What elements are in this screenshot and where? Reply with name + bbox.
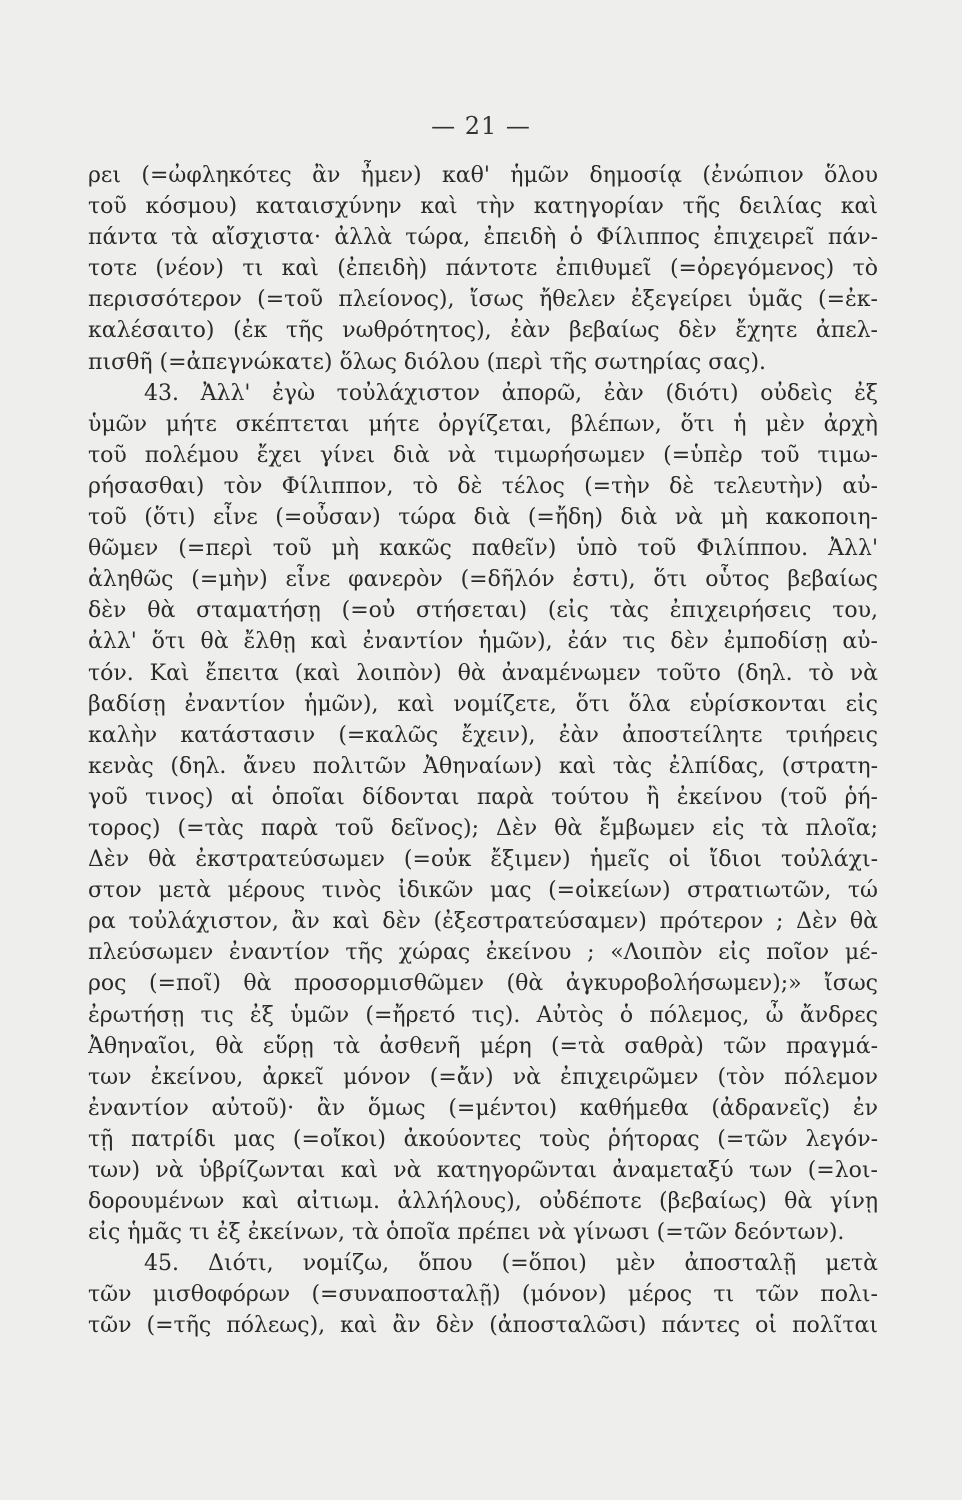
text-line: τορος) (=τὰς παρὰ τοῦ δεῖνος); Δὲν θὰ ἔμβωμεν εἰς τὰ πλοῖα; [88, 815, 878, 841]
text-line: Δὲν θὰ ἐκστρατεύσωμεν (=οὐκ ἔξιμεν) ἡμεῖς οἱ ἴδιοι τοὐλάχι- [88, 847, 878, 873]
text-line: Ἀθηναῖοι, θὰ εὕρῃ τὰ ἀσθενῆ μέρη (=τὰ σαθρὰ) τῶν πραγμά- [88, 1033, 878, 1059]
text-line: περισσότερον (=τοῦ πλείονος), ἴσως ἤθελεν ἐξεγείρει ὑμᾶς (=ἐκ- [88, 287, 878, 313]
text-line: κενὰς (δηλ. ἄνευ πολιτῶν Ἀθηναίων) καὶ τὰς ἐλπίδας, (στρατη- [88, 753, 878, 779]
text-line: δὲν θὰ σταματήσῃ (=οὐ στήσεται) (εἰς τὰς ἐπιχειρήσεις του, [88, 598, 878, 624]
text-line: καλέσαιτο) (ἐκ τῆς νωθρότητος), ἐὰν βεβαίως δὲν ἔχητε ἀπελ- [88, 318, 878, 344]
text-line: εἰς ἡμᾶς τι ἐξ ἐκείνων, τὰ ὁποῖα πρέπει νὰ γίνωσι (=τῶν δεόντων). [88, 1220, 845, 1246]
text-line: τόν. Καὶ ἔπειτα (καὶ λοιπὸν) θὰ ἀναμένωμεν τοῦτο (δηλ. τὸ νὰ [88, 660, 878, 686]
text-line: τῇ πατρίδι μας (=οἴκοι) ἀκούοντες τοὺς ῥήτορας (=τῶν λεγόν- [88, 1126, 878, 1152]
text-line: πλεύσωμεν ἐναντίον τῆς χώρας ἐκείνου ; «Λοιπὸν εἰς ποῖον μέ- [88, 940, 878, 966]
text-line: ρος (=ποῖ) θὰ προσορμισθῶμεν (θὰ ἀγκυροβολήσωμεν);» ἴσως [88, 971, 878, 997]
text-line: ρήσασθαι) τὸν Φίλιππον, τὸ δὲ τέλος (=τὴν δὲ τελευτὴν) αὐ- [88, 473, 878, 499]
text-line: τοῦ πολέμου ἔχει γίνει διὰ νὰ τιμωρήσωμεν (=ὑπὲρ τοῦ τιμω- [88, 442, 878, 468]
text-line: ἐναντίον αὐτοῦ)· ἂν ὅμως (=μέντοι) καθήμεθα (ἀδρανεῖς) ἐν [88, 1095, 878, 1121]
text-line: ρει (=ὠφληκότες ἂν ἦμεν) καθ' ἡμῶν δημοσίᾳ (ἐνώπιον ὅλου [88, 163, 878, 188]
section-start-line: 45. Διότι, νομίζω, ὅπου (=ὅποι) μὲν ἀποσταλῇ μετὰ [144, 1251, 878, 1277]
text-line: γοῦ τινος) αἱ ὁποῖαι δίδονται παρὰ τούτου ἢ ἐκείνου (τοῦ ῥή- [88, 784, 878, 810]
text-line: βαδίσῃ ἐναντίον ἡμῶν), καὶ νομίζετε, ὅτι ὅλα εὑρίσκονται εἰς [88, 691, 878, 717]
text-line: θῶμεν (=περὶ τοῦ μὴ κακῶς παθεῖν) ὑπὸ τοῦ Φιλίππου. Ἀλλ' [88, 536, 878, 562]
text-line: τοτε (νέον) τι καὶ (ἐπειδὴ) πάντοτε ἐπιθυμεῖ (=ὀρεγόμενος) τὸ [88, 256, 878, 282]
text-line: τοῦ (ὅτι) εἶνε (=οὖσαν) τώρα διὰ (=ἤδη) διὰ νὰ μὴ κακοποιη- [88, 505, 878, 531]
text-line: ὑμῶν μήτε σκέπτεται μήτε ὀργίζεται, βλέπων, ὅτι ἡ μὲν ἀρχὴ [88, 411, 878, 437]
text-line: πισθῆ (=ἀπεγνώκατε) ὅλως διόλου (περὶ τῆς σωτηρίας σας). [88, 349, 767, 375]
section-start-line: 43. Ἀλλ' ἐγὼ τοὐλάχιστον ἀπορῶ, ἐὰν (διότι) οὐδεὶς ἐξ [144, 380, 878, 406]
text-line: στον μετὰ μέρους τινὸς ἰδικῶν μας (=οἰκείων) στρατιωτῶν, τώ [88, 878, 878, 904]
text-line: ἀλλ' ὅτι θὰ ἔλθῃ καὶ ἐναντίον ἡμῶν), ἐάν τις δὲν ἐμποδίσῃ αὐ- [88, 629, 878, 655]
text-line: ρα τοὐλάχιστον, ἂν καὶ δὲν (ἐξεστρατεύσαμεν) πρότερον ; Δὲν θὰ [88, 909, 878, 935]
text-line: ἐρωτήσῃ τις ἐξ ὑμῶν (=ἤρετό τις). Αὐτὸς ὁ πόλεμος, ὦ ἄνδρες [88, 1002, 878, 1028]
text-line: δορουμένων καὶ αἰτιωμ. ἀλλήλους), οὐδέποτε (βεβαίως) θὰ γίνῃ [88, 1189, 878, 1215]
text-line: τοῦ κόσμου) καταισχύνην καὶ τὴν κατηγορίαν τῆς δειλίας καὶ [88, 194, 878, 220]
text-line: τῶν μισθοφόρων (=συναποσταλῇ) (μόνον) μέρος τι τῶν πολι- [88, 1282, 878, 1308]
text-line: καλὴν κατάστασιν (=καλῶς ἔχειν), ἐὰν ἀποστείλητε τριήρεις [88, 722, 878, 748]
text-line: των ἐκείνου, ἀρκεῖ μόνον (=ἄν) νὰ ἐπιχειρῶμεν (τὸν πόλεμον [88, 1064, 878, 1090]
text-line: ἀληθῶς (=μὴν) εἶνε φανερὸν (=δῆλόν ἐστι), ὅτι οὗτος βεβαίως [88, 567, 878, 593]
page-number: — 21 — [431, 112, 531, 140]
text-line: τῶν (=τῆς πόλεως), καὶ ἂν δὲν (ἀποσταλῶσι) πάντες οἱ πολῖται [88, 1313, 878, 1339]
text-line: των) νὰ ὑβρίζωνται καὶ νὰ κατηγορῶνται ἀναμεταξύ των (=λοι- [88, 1158, 878, 1183]
body-text [88, 160, 878, 1342]
text-line: πάντα τὰ αἴσχιστα· ἀλλὰ τώρα, ἐπειδὴ ὁ Φίλιππος ἐπιχειρεῖ πάν- [88, 225, 878, 251]
